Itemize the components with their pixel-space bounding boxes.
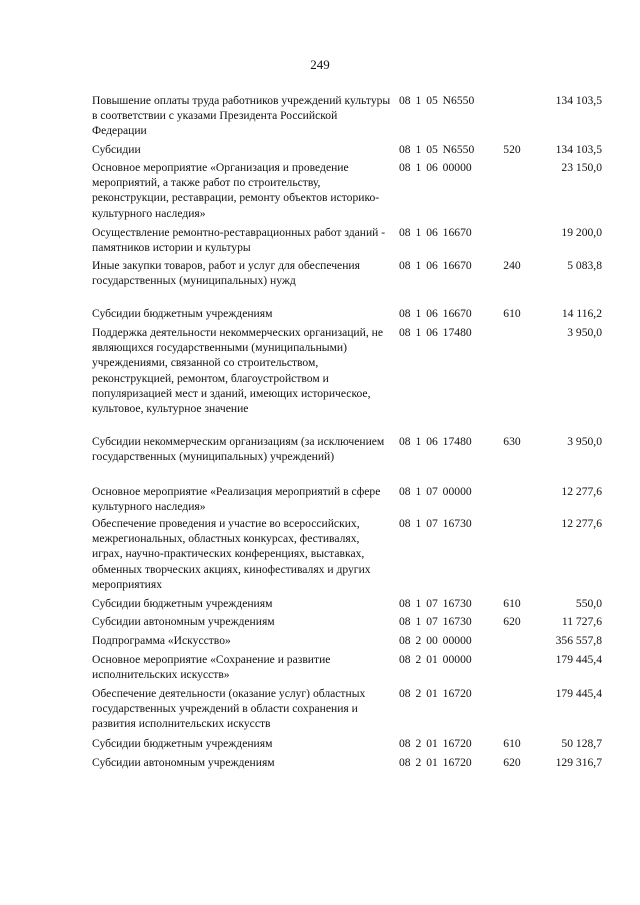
row-code: 08 1 06 17480	[399, 435, 472, 448]
row-amount: 11 727,6	[561, 615, 602, 628]
row-expense-type: 610	[503, 307, 521, 320]
row-description: Субсидии бюджетным учреждениям	[92, 737, 273, 750]
row-amount: 179 445,4	[555, 653, 602, 666]
row-expense-type: 620	[503, 756, 521, 769]
row-code: 08 1 06 17480	[399, 326, 472, 339]
row-amount: 129 316,7	[555, 756, 602, 769]
row-amount: 356 557,8	[555, 634, 602, 647]
row-description: Основное мероприятие «Реализация мероприятий в сфере культурного наследия»	[92, 485, 381, 514]
row-description: Субсидии автономным учреждениям	[92, 756, 275, 769]
row-description: Иные закупки товаров, работ и услуг для обеспечения государственных (муниципальных) нужд	[92, 259, 360, 288]
row-code: 08 1 05 N6550	[399, 94, 475, 107]
row-amount: 12 277,6	[561, 485, 602, 498]
row-description: Повышение оплаты труда работников учреждений культуры в соответствии с указами Президента Российской Федерации	[92, 94, 391, 138]
row-description: Основное мероприятие «Организация и проведение мероприятий, а также работ по строительству, реконструкции, реставрации, ремонту объектов историко-культурного наследия»	[92, 161, 380, 220]
page-number: 249	[310, 57, 330, 72]
row-code: 08 1 07 00000	[399, 485, 472, 498]
row-amount: 14 116,2	[561, 307, 602, 320]
row-description: Обеспечение проведения и участие во всероссийских, межрегиональных, областных конкурсах, фестивалях, играх, научно-практических конференциях, выставках, обменных творческих акциях, кинофестивалях и других мероприятиях	[92, 517, 371, 591]
row-expense-type: 620	[503, 615, 521, 628]
row-amount: 23 150,0	[561, 161, 602, 174]
row-expense-type: 630	[503, 435, 521, 448]
row-code: 08 2 01 16720	[399, 687, 472, 700]
row-amount: 550,0	[575, 597, 602, 610]
row-amount: 5 083,8	[567, 259, 602, 272]
row-description: Субсидии бюджетным учреждениям	[92, 307, 273, 320]
row-description: Субсидии	[92, 143, 141, 156]
row-amount: 19 200,0	[561, 226, 602, 239]
row-amount: 12 277,6	[561, 517, 602, 530]
row-description: Субсидии автономным учреждениям	[92, 615, 275, 628]
row-expense-type: 520	[503, 143, 521, 156]
row-code: 08 2 01 16720	[399, 737, 472, 750]
row-code: 08 1 06 16670	[399, 259, 472, 272]
row-amount: 3 950,0	[567, 435, 602, 448]
row-description: Субсидии некоммерческим организациям (за исключением государственных (муниципальных) учреждений)	[92, 435, 385, 464]
row-code: 08 1 05 N6550	[399, 143, 475, 156]
row-amount: 134 103,5	[555, 143, 602, 156]
row-code: 08 2 00 00000	[399, 634, 472, 647]
row-description: Основное мероприятие «Сохранение и развитие исполнительских искусств»	[92, 653, 331, 682]
row-expense-type: 240	[503, 259, 521, 272]
row-code: 08 1 07 16730	[399, 615, 472, 628]
row-code: 08 1 07 16730	[399, 517, 472, 530]
row-expense-type: 610	[503, 737, 521, 750]
row-description: Подпрограмма «Искусство»	[92, 634, 231, 647]
row-description: Осуществление ремонтно-реставрационных работ зданий - памятников истории и культуры	[92, 226, 386, 255]
row-amount: 134 103,5	[555, 94, 602, 107]
row-amount: 50 128,7	[561, 737, 602, 750]
row-description: Поддержка деятельности некоммерческих организаций, не являющихся государственными (муниципальными) учреждениями, связанной со строительством, реконструкцией, ремонтом, благоустройством и популяризацией мест и зданий, имеющих историческое, культовое, культурное значение	[92, 326, 383, 416]
row-code: 08 1 06 00000	[399, 161, 472, 174]
row-code: 08 1 06 16670	[399, 307, 472, 320]
row-description: Обеспечение деятельности (оказание услуг) областных государственных учреждений в области сохранения и развития исполнительских искусств	[92, 687, 366, 731]
row-code: 08 1 07 16730	[399, 597, 472, 610]
row-code: 08 1 06 16670	[399, 226, 472, 239]
row-expense-type: 610	[503, 597, 521, 610]
row-code: 08 2 01 00000	[399, 653, 472, 666]
row-code: 08 2 01 16720	[399, 756, 472, 769]
row-amount: 179 445,4	[555, 687, 602, 700]
row-amount: 3 950,0	[567, 326, 602, 339]
row-description: Субсидии бюджетным учреждениям	[92, 597, 273, 610]
